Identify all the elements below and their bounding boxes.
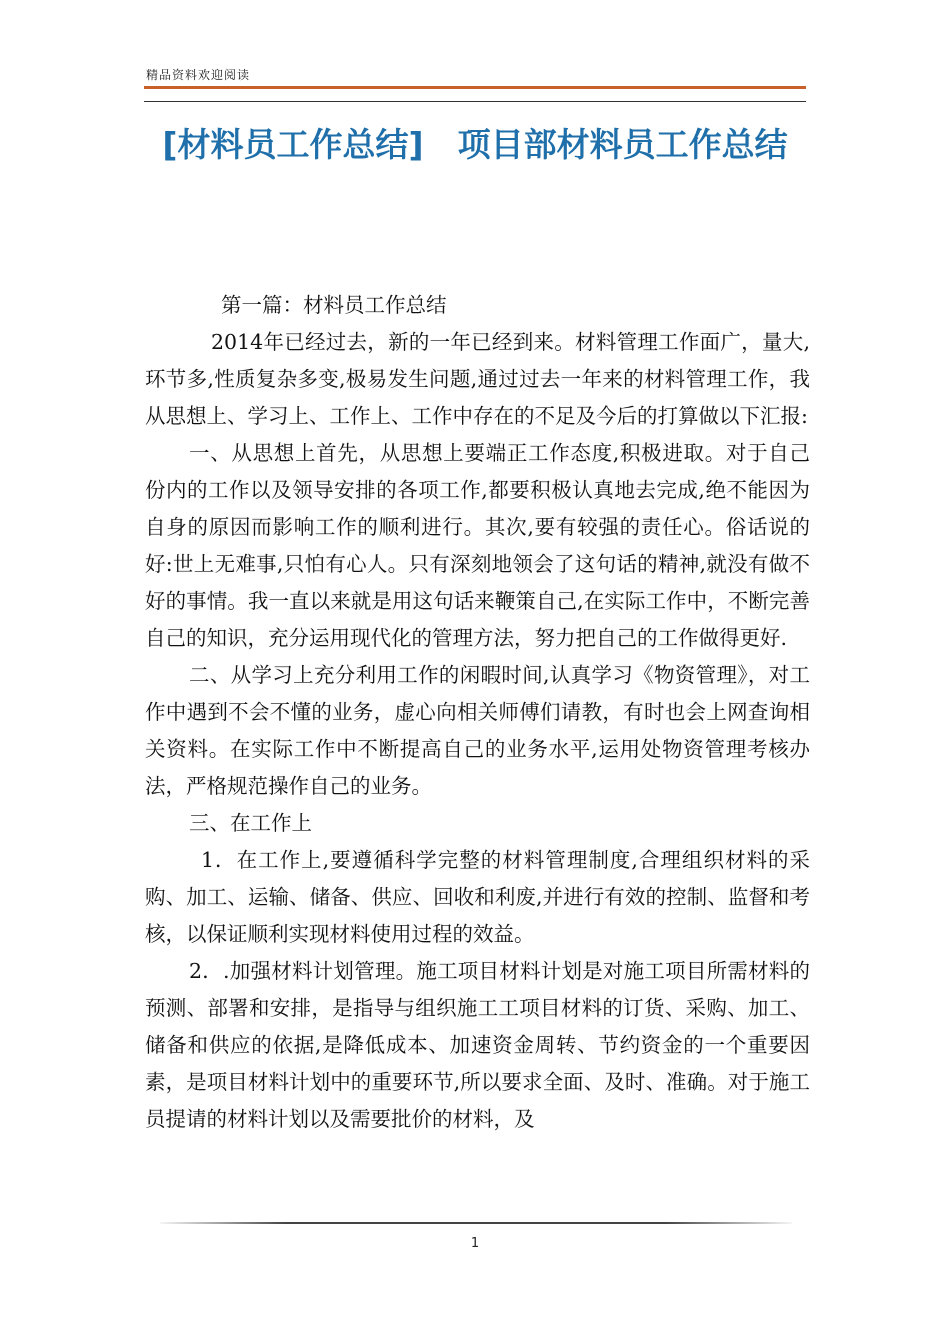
- header-rule-thick: [144, 86, 806, 89]
- title-part-2: 项目部材料员工作总结: [457, 125, 788, 164]
- header-rule-thin: [144, 101, 806, 102]
- document-body: [145, 287, 810, 1138]
- paragraph-study: 二、从学习上充分利用工作的闲暇时间,认真学习《物资管理》，对工作中遇到不会不懂的业务，虚心向相关师傅们请教，有时也会上网查询相关资料。在实际工作中不断提高自己的业务水平,运用处物资管理考核办法，严格规范操作自己的业务。: [145, 663, 810, 798]
- paragraph-work-item-2: 2．.加强材料计划管理。施工项目材料计划是对施工项目所需材料的预测、部署和安排，是指导与组织施工工项目材料的订货、采购、加工、储备和供应的依据,是降低成本、加速资金周转、节约资金的一个重要因素，是项目材料计划中的重要环节,所以要求全面、及时、准确。对于施工员提请的材料计划以及需要批价的材料，及: [145, 959, 810, 1131]
- document-title: [140, 122, 810, 168]
- paragraph-thought: 一、从思想上首先，从思想上要端正工作态度,积极进取。对于自己份内的工作以及领导安排的各项工作,都要积极认真地去完成,绝不能因为自身的原因而影响工作的顺利进行。其次,要有较强的责任心。俗话说的好:世上无难事,只怕有心人。只有深刻地领会了这句话的精神,就没有做不好的事情。我一直以来就是用这句话来鞭策自己,在实际工作中，不断完善自己的知识，充分运用现代化的管理方法，努力把自己的工作做得更好.: [145, 441, 810, 650]
- paragraph-intro: 2014年已经过去，新的一年已经到来。材料管理工作面广，量大,环节多,性质复杂多变,极易发生问题,通过过去一年来的材料管理工作，我从思想上、学习上、工作上、工作中存在的不足及今后的打算做以下汇报:: [145, 330, 810, 428]
- paragraph-work-heading: 三、在工作上: [189, 811, 312, 835]
- paragraph-work-item-1: 1．在工作上,要遵循科学完整的材料管理制度,合理组织材料的采购、加工、运输、储备、供应、回收和利废,并进行有效的控制、监督和考核，以保证顺利实现材料使用过程的效益。: [145, 848, 810, 946]
- header-label: 精品资料欢迎阅读: [146, 68, 251, 82]
- page-number: 1: [470, 1236, 480, 1251]
- section-heading: 第一篇：材料员工作总结: [221, 293, 447, 317]
- footer-rule: [160, 1222, 792, 1224]
- title-part-1: [材料员工作总结]: [162, 125, 424, 164]
